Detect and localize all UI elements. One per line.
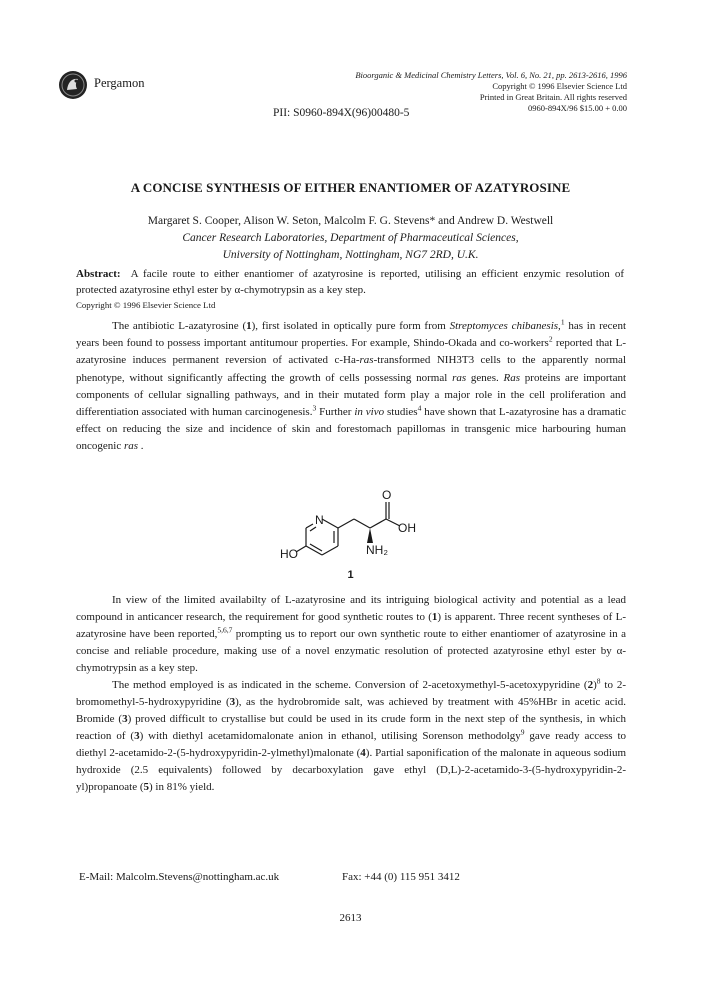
abstract-text: A facile route to either enantiomer of azatyrosine is reported, utilising an efficient enzymic resolution of protected azatyrosine ethyl ester by α-chymotrypsin as a key step. [76,268,624,296]
azatyrosine-structure [280,486,440,576]
abstract-label: Abstract: [76,268,121,280]
publisher-name: Pergamon [94,76,145,90]
author-block [0,213,701,264]
body-paragraphs-2-3 [76,592,626,796]
body-paragraph-3: The method employed is as indicated in the scheme. Conversion of 2-acetoxymethyl-5-acetoxypyridine $(2)^8$ to 2-bromomethyl-5-hydroxypyridine (3), as the hydrobromide salt, was achieved by treatment with 45%HBr in acetic acid. Bromide (3) proved difficult to crystallise but could be used in its crude form in the next step of the synthesis, in which reaction of (3) with diethyl acetamidomalonate anion in ethanol, utilising Sorenson methodolgy$^9$ gave ready access to diethyl 2-acetamido-2-(5-hydroxypyridin-2-ylmethyl)malonate (4). Partial saponification of the malonate in aqueous sodium hydroxide (2.5 equivalents) followed by decarboxylation gave ethyl (D,L)-2-acetamido-3-(5-hydroxypyridin-2-yl)propanoate (5) in 81% yield. [76,676,627,793]
affiliation-line-2: University of Nottingham, Nottingham, NG7 2RD, U.K. [222,249,479,261]
affiliation-line-1: Cancer Research Laboratories, Department of Pharmaceutical Sciences, [182,232,519,244]
atom-n: N [315,513,324,527]
author-list: Margaret S. Cooper, Alison W. Seton, Malcolm F. G. Stevens* and Andrew D. Westwell [147,215,554,227]
pii-identifier: PII: S0960-894X(96)00480-5 [273,107,410,119]
contact-fax: Fax: +44 (0) 115 951 3412 [342,871,460,883]
body-paragraph-1: The antibiotic L-azatyrosine (1), first isolated in optically pure form from Streptomyces chibanesis,$^1$ has in recent years been found to possess important antitumour properties. For example, Shindo-Okada and co-workers$^2$ reported that L-azatyrosine induces permanent reversion of activated c-Ha-ras-transformed NIH3T3 cells to the apparently normal phenotype, without significantly affecting the growth of cells possessing normal ras genes. Ras proteins are important components of cellular signalling pathways, and in their mutated form play a major role in the cell proliferation and differentiation associated with human carcinogenesis.$^3$ Further in vivo studies$^4$ have shown that L-azatyrosine has a dramatic effect on reducing the size and incidence of skin and forestomach papillomas in transgenic mice harbouring human oncogenic ras . [76,317,627,453]
atom-ho: HO [280,547,298,561]
journal-copyright: Copyright © 1996 Elsevier Science Ltd [492,81,627,91]
page-number: 2613 [339,912,362,924]
atom-nh2: NH₂ [366,543,388,557]
atom-oh: OH [398,521,416,535]
atom-o: O [382,488,392,502]
contact-email: E-Mail: Malcolm.Stevens@nottingham.ac.uk [79,871,280,883]
compound-label: 1 [347,569,354,581]
article-title: A CONCISE SYNTHESIS OF EITHER ENANTIOMER OF AZATYROSINE [130,180,571,195]
article-copyright: Copyright © 1996 Elsevier Science Ltd [76,300,216,310]
abstract [76,266,624,298]
body-paragraph-2: In view of the limited availabilty of L-azatyrosine and its intriguing biological activity and potential as a lead compound in anticancer research, the requirement for good synthetic routes to (1) is apparent. Three recent syntheses of L-azatyrosine have been reported,$^{5,6,7}$ prompting us to report our own synthetic route to either enantiomer of azatyrosine in a concise and reliable procedure, making use of a novel enzymatic resolution of protected azatyrosine ethyl ester by α-chymotrypsin as a key step. [76,594,626,674]
journal-price: 0960-894X/96 $15.00 + 0.00 [528,103,627,113]
pergamon-logo [58,70,88,100]
journal-printed: Printed in Great Britain. All rights reserved [479,92,627,102]
journal-citation: Bioorganic & Medicinal Chemistry Letters, Vol. 6, No. 21, pp. 2613-2616, 1996 [355,70,627,80]
